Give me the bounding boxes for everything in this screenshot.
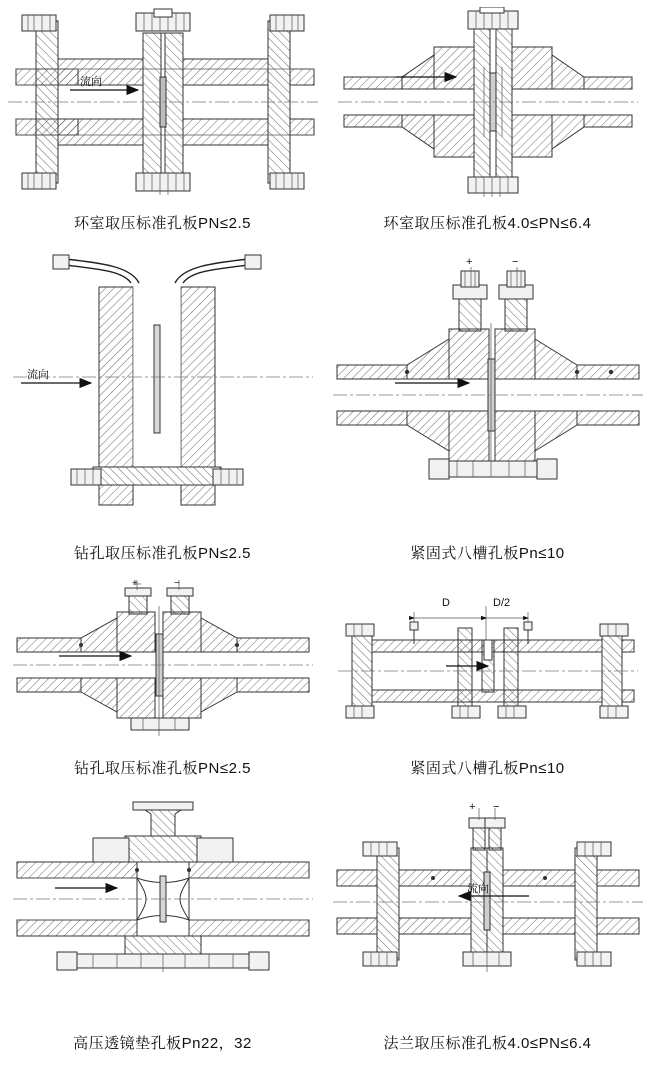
fig-5-minus-label: − bbox=[173, 577, 180, 589]
fig-4-plus-label: + bbox=[465, 255, 472, 268]
fig-4-caption: 紧固式八槽孔板Pn≤10 bbox=[410, 545, 565, 562]
fig-2-drawing bbox=[325, 0, 650, 208]
figure-cell-5 bbox=[0, 577, 325, 792]
figure-cell-7 bbox=[0, 792, 325, 1067]
fig-1-drawing bbox=[0, 0, 325, 208]
fig-1-caption: 环室取压标准孔板PN≤2.5 bbox=[74, 215, 251, 232]
fig-8-plus-label: + bbox=[468, 801, 475, 813]
fig-3-caption: 钻孔取压标准孔板PN≤2.5 bbox=[74, 545, 251, 562]
figure-cell-3 bbox=[0, 247, 325, 577]
fig-3-drawing bbox=[0, 247, 325, 538]
fig-5-drawing bbox=[0, 577, 325, 753]
fig-8-flow-label: 流向 bbox=[466, 883, 489, 895]
fig-4-drawing bbox=[325, 247, 650, 538]
fig-8-minus-label: − bbox=[492, 801, 499, 813]
figure-cell-2 bbox=[325, 0, 650, 247]
fig-7-caption: 高压透镜垫孔板Pn22，32 bbox=[73, 1035, 252, 1052]
figure-cell-8 bbox=[325, 792, 650, 1067]
fig-6-caption: 紧固式八槽孔板Pn≤10 bbox=[410, 760, 565, 777]
figure-cell-1 bbox=[0, 0, 325, 247]
fig-8-drawing bbox=[325, 792, 650, 1028]
fig-7-drawing bbox=[0, 792, 325, 1028]
fig-6-dim-d2: D/2 bbox=[492, 596, 510, 609]
figure-cell-4 bbox=[325, 247, 650, 577]
fig-5-caption: 钻孔取压标准孔板PN≤2.5 bbox=[74, 760, 251, 777]
fig-6-dim-d: D bbox=[441, 596, 450, 609]
fig-1-flow-label: 流向 bbox=[79, 75, 102, 88]
fig-4-minus-label: − bbox=[511, 255, 518, 268]
fig-2-caption: 环室取压标准孔板4.0≤PN≤6.4 bbox=[383, 215, 592, 232]
fig-6-drawing bbox=[325, 577, 650, 753]
fig-8-caption: 法兰取压标准孔板4.0≤PN≤6.4 bbox=[383, 1035, 592, 1052]
fig-3-flow-label: 流向 bbox=[26, 368, 49, 381]
figure-cell-6 bbox=[325, 577, 650, 792]
fig-5-plus-label: + bbox=[131, 577, 138, 589]
